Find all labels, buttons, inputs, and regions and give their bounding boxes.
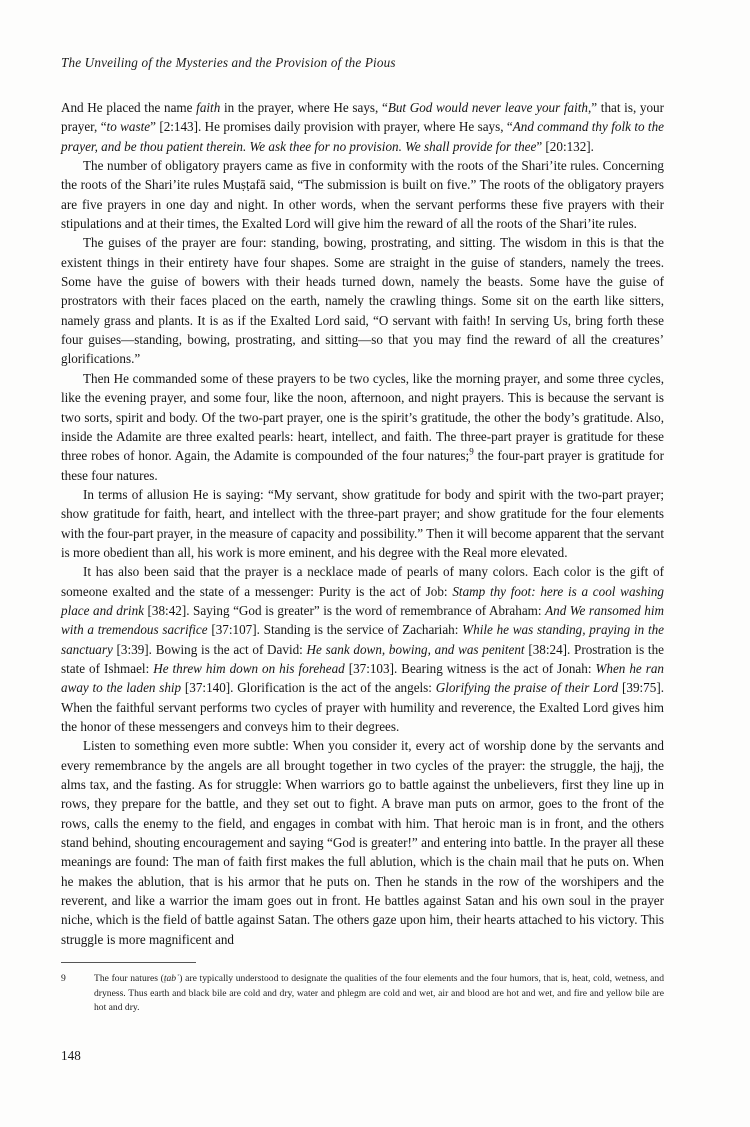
paragraph-par-struggle: Listen to something even more subtle: When you consider it, every act of worship done by the servants and every remembrance by the angels are all brought together in two cycles of the prayer: the struggle, the hajj, the alms tax, and the fasting. As for struggle: When warriors go to battle against the unbelievers, first they line up in rows, they prepare for the battle, and they set out to fight. A brave man puts on armor, goes to the front of the rows, calls the enemy to the field, and engages in combat with him. That heroic man is in front, and the others stand behind, shouting encouragement and saying “God is greater!” and entering into battle. In the prayer all these meanings are found: The man of faith first makes the full ablution, which is the chain mail that he puts on. When he makes the ablution, that is his armor that he puts on. Then he stands in the row of the worshipers and the reverent, and like a warrior the imam goes out in front. He battles against Satan and his own soul in the prayer niche, which is the field of battle against Satan. The others gaze upon him, their hearts attached to his victory. This struggle is more magnificent and [61,738,664,947]
running-head: The Unveiling of the Mysteries and the Provision of the Pious [61,55,396,70]
paragraph-par-necklace-of-pearls: It has also been said that the prayer is a necklace made of pearls of many colors. Each color is the gift of someone exalted and the state of a messenger: Purity is the act of Job: Stamp thy foot: here is a cool washing place and drink [38:42]. Saying “God is greater” is the word of remembrance of Abraham: And We ransomed him with a tremendous sacrifice [37:107]. Standing is the service of Zachariah: While he was standing, praying in the sanctuary [3:39]. Bowing is the act of David: He sank down, bowing, and was penitent [38:24]. Prostration is the state of Ishmael: He threw him down on his forehead [37:103]. Bearing witness is the act of Jonah: When he ran away to the laden ship [37:140]. Glorification is the act of the angels: Glorifying the praise of their Lord [39:75]. When the faithful servant performs two cycles of prayer with humility and reverence, the Exalted Lord gives him the honor of these messengers and conveys him to their degrees. [61,564,665,734]
footnote-block [61,962,664,1016]
page-number: 148 [61,1048,81,1063]
paragraph-par-allusion: In terms of allusion He is saying: “My servant, show gratitude for body and spirit with the two-part prayer; show gratitude for faith, heart, and intellect with the three-part prayer; and show gratitude for the four elements with the four-part prayer, in the measure of capacity and possibility.” Then it will become apparent that the servant is more obedient than all, his work is more eminent, and his degree with the Real more elevated. [61,486,664,560]
footnote-text: The four natures (ṭabʿ) are typically understood to designate the qualities of the four elements and the four humors, that is, heat, cold, wetness, and dryness. Thus earth and black bile are cold and dry, water and phlegm are cold and wet, air and blood are hot and wet, and fire and yellow bile are hot and dry. [94,973,664,1014]
body-text-column [61,98,664,949]
paragraph-par-number-of-prayers: The number of obligatory prayers came as five in conformity with the roots of the Shari’ite rules. Concerning the roots of the Shari’ite rules Muṣṭafā said, “The submission is built on five.” The roots of the obligatory prayers are five prayers in one day and night. In other words, when the servant performs these five prayers with their stipulations and at their times, the Exalted Lord will give him the reward of all the roots of the Shari’ite rules. [61,158,664,232]
footnote-separator-rule [61,962,196,963]
paragraph-par-cycles: Then He commanded some of these prayers to be two cycles, like the morning prayer, and some three cycles, like the evening prayer, and some four, like the noon, afternoon, and night prayers. This is because the servant is two sorts, spirit and body. Of the two-part prayer, one is the spirit’s gratitude, the other the body’s gratitude. Also, inside the Adamite are three exalted pearls: heart, intellect, and faith. The three-part prayer is gratitude for these three robes of honor. Again, the Adamite is compounded of the four natures;$^9$ the four-part prayer is gratitude for these four natures. [61,370,664,483]
paragraph-par-faith-in-prayer: And He placed the name faith in the prayer, where He says, “But God would never leave your faith,” that is, your prayer, “to waste” [2:143]. He promises daily provision with prayer, where He says, “And command thy folk to the prayer, and be thou patient therein. We ask thee for no provision. We shall provide for thee” [20:132]. [61,100,665,154]
paragraph-par-guises-of-prayer: The guises of the prayer are four: standing, bowing, prostrating, and sitting. The wisdom in this is that the existent things in their entirety have four shapes. Some are straight in the guise of standers, namely the trees. Some have the guise of bowers with their heads turned down, namely the beasts. Some have the guise of prostrators with their faces placed on the earth, namely the crawling things. Some sit on the earth like sitters, namely grass and plants. It is as if the Exalted Lord said, “O servant with faith! In serving Us, bring forth these four guises—standing, bowing, prostrating, and sitting—so that you may find the reward of all the creatures’ glorifications.” [61,235,664,367]
footnote-list [61,972,664,1016]
footnote-number: 9 [61,973,66,984]
footnote [61,972,664,1016]
